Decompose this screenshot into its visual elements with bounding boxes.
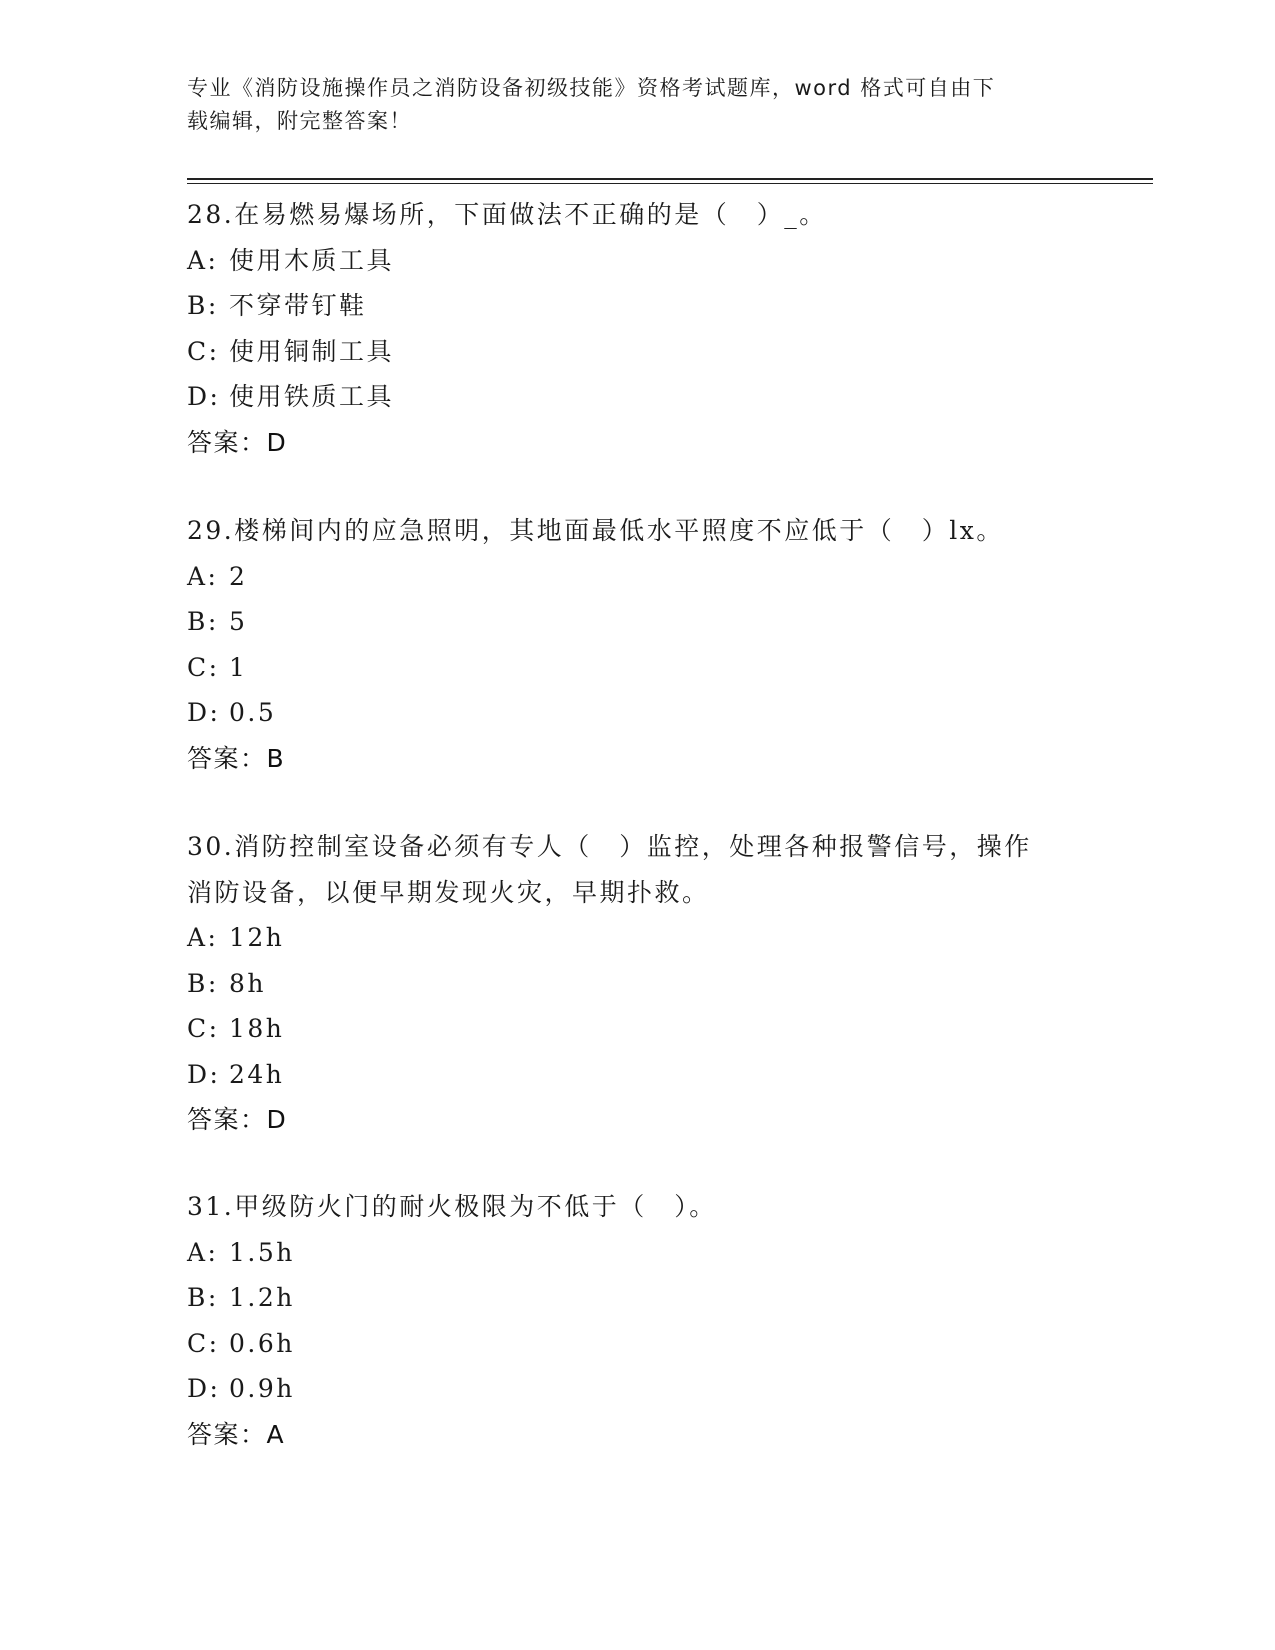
- answer-label: 答案：B: [187, 743, 286, 773]
- option-letter: C:: [187, 1014, 220, 1043]
- option-d: [187, 374, 1087, 420]
- option-a: [187, 554, 1087, 600]
- option-b: [187, 283, 1087, 329]
- question-block-29: [187, 508, 1087, 781]
- option-letter: D:: [187, 1374, 221, 1403]
- question-stem-line-2: 消防设备，以便早期发现火灾，早期扑救。: [187, 877, 710, 907]
- option-b: [187, 1275, 1087, 1321]
- question-block-31: [187, 1184, 1087, 1457]
- option-letter: A:: [187, 561, 219, 591]
- option-a: [187, 915, 1087, 961]
- option-a: [187, 1230, 1087, 1276]
- option-letter: C:: [187, 652, 220, 682]
- option-text: 24h: [229, 1059, 285, 1089]
- option-letter: B:: [187, 291, 219, 320]
- answer-label: 答案：D: [187, 1105, 288, 1134]
- option-letter: D:: [187, 1059, 221, 1089]
- option-letter: D:: [187, 698, 221, 727]
- option-letter: B:: [187, 968, 219, 998]
- option-d: [187, 1366, 1087, 1412]
- option-text: 使用铁质工具: [229, 382, 395, 411]
- option-a: [187, 238, 1087, 284]
- answer-label: 答案：D: [187, 427, 288, 457]
- option-letter: D:: [187, 382, 221, 411]
- option-text: 1.2h: [229, 1283, 295, 1312]
- option-text: 使用木质工具: [229, 245, 395, 275]
- question-stem: 29.楼梯间内的应急照明，其地面最低水平照度不应低于（ ）lx。: [187, 516, 1004, 545]
- option-letter: C:: [187, 1328, 220, 1358]
- option-letter: A:: [187, 245, 219, 275]
- option-c: [187, 329, 1087, 375]
- option-c: [187, 645, 1087, 691]
- question-stem: 28.在易燃易爆场所，下面做法不正确的是（ ）_。: [187, 200, 827, 229]
- header-line-1: 专业《消防设施操作员之消防设备初级技能》资格考试题库，word 格式可自由下: [187, 76, 996, 100]
- question-stem-line-1: 30.消防控制室设备必须有专人（ ）监控，处理各种报警信号，操作: [187, 832, 1032, 861]
- answer-label: 答案：A: [187, 1419, 286, 1449]
- option-text: 1: [229, 652, 248, 682]
- document-header: [187, 72, 1087, 138]
- question-block-30: [187, 824, 1087, 1143]
- option-text: 5: [229, 607, 248, 636]
- option-c: [187, 1321, 1087, 1367]
- header-line-2: 载编辑，附完整答案！: [187, 109, 412, 133]
- option-text: 0.9h: [229, 1374, 295, 1403]
- header-divider-thick: [187, 178, 1153, 180]
- option-text: 使用铜制工具: [229, 336, 395, 366]
- option-letter: B:: [187, 607, 219, 636]
- header-divider-thin: [187, 183, 1153, 184]
- option-text: 8h: [229, 968, 267, 998]
- option-d: [187, 690, 1087, 736]
- question-block-28: [187, 192, 1087, 465]
- option-d: [187, 1052, 1087, 1098]
- option-letter: A:: [187, 1237, 219, 1267]
- option-text: 12h: [229, 923, 285, 952]
- option-letter: A:: [187, 923, 219, 952]
- option-letter: B:: [187, 1283, 219, 1312]
- option-b: [187, 961, 1087, 1007]
- option-text: 不穿带钉鞋: [229, 291, 367, 320]
- option-b: [187, 599, 1087, 645]
- option-text: 18h: [229, 1014, 285, 1043]
- option-text: 1.5h: [229, 1237, 295, 1267]
- option-text: 0.6h: [229, 1328, 295, 1358]
- option-c: [187, 1006, 1087, 1052]
- option-text: 0.5: [229, 698, 277, 727]
- option-letter: C:: [187, 336, 220, 366]
- question-stem: 31.甲级防火门的耐火极限为不低于（ ）。: [187, 1192, 717, 1221]
- option-text: 2: [229, 561, 248, 591]
